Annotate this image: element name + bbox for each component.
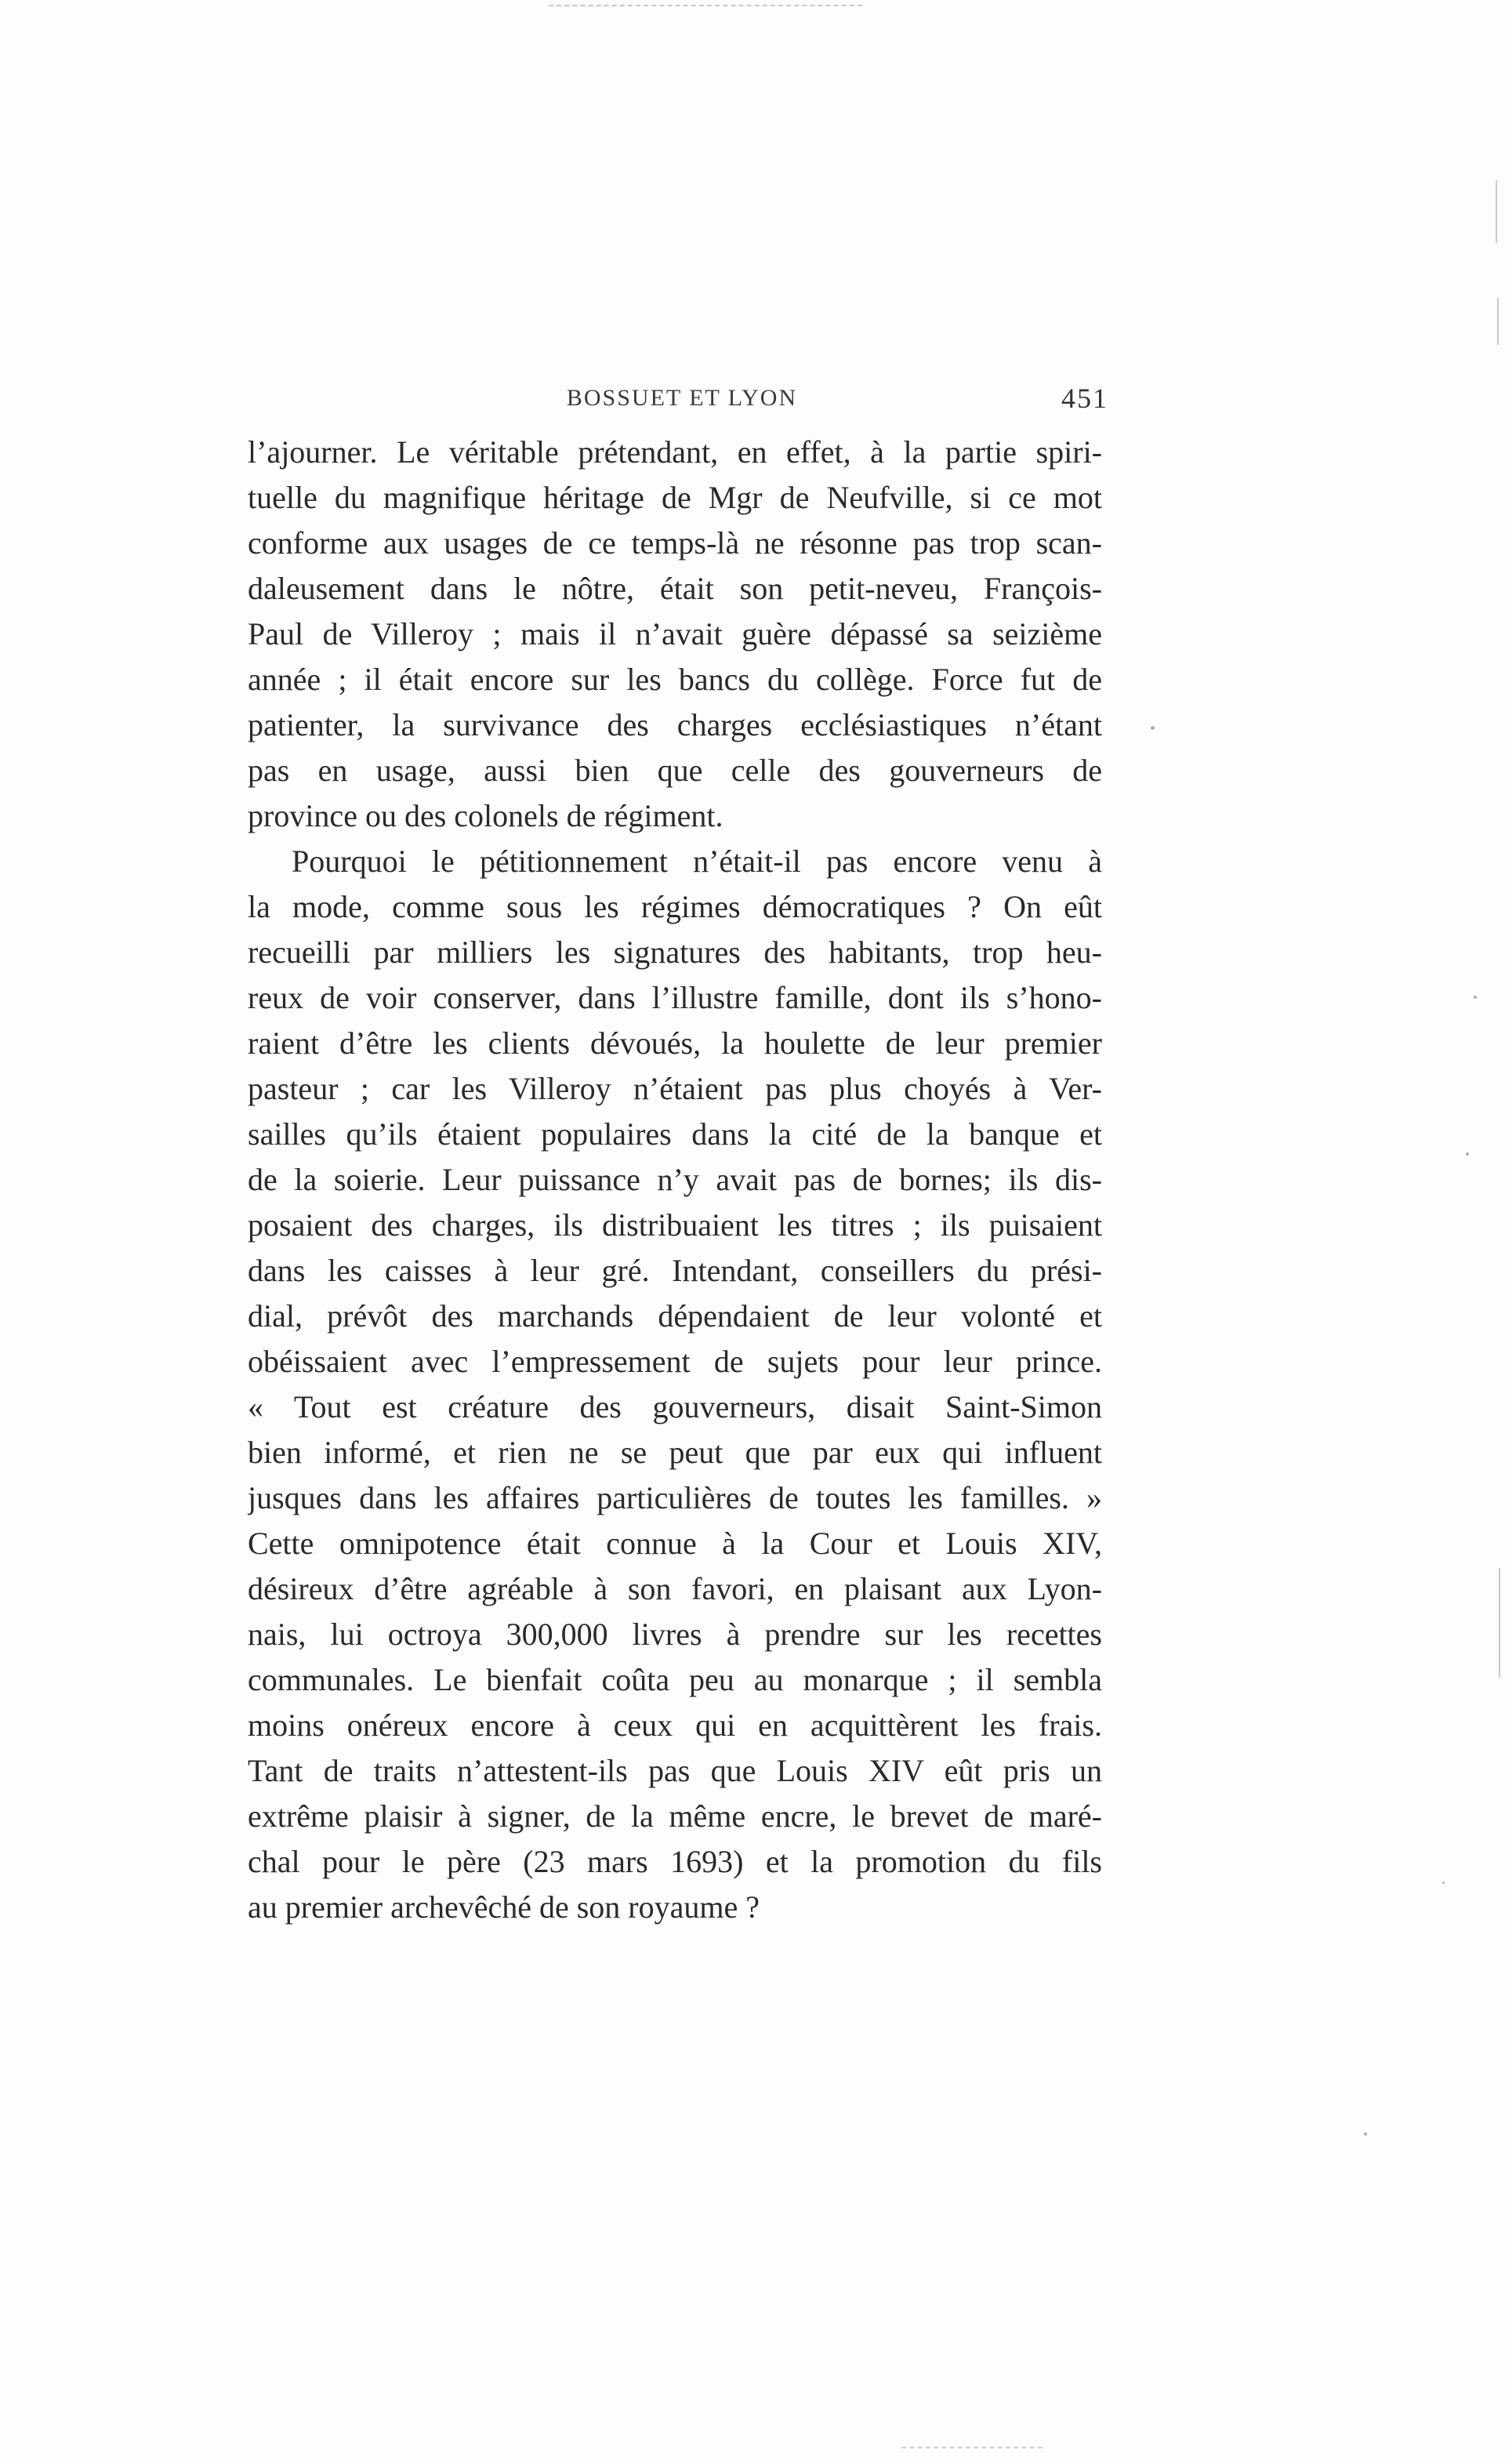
text-line: la mode, comme sous les régimes démocratiques ? On eût <box>248 889 1102 924</box>
text-line: Tant de traits n’attestent-ils pas que Louis XIV eût pris un <box>248 1753 1102 1788</box>
paragraph-start-line: Pourquoi le pétitionnement n’était-il pas encore venu à <box>292 844 1102 879</box>
text-line: année ; il était encore sur les bancs du collège. Force fut de <box>248 662 1102 697</box>
text-line: raient d’être les clients dévoués, la houlette de leur premier <box>248 1025 1102 1061</box>
text-line: sailles qu’ils étaient populaires dans la cité de la banque et <box>248 1116 1102 1152</box>
text-line: posaient des charges, ils distribuaient les titres ; ils puisaient <box>248 1207 1102 1243</box>
text-line: moins onéreux encore à ceux qui en acquittèrent les frais. <box>248 1707 1102 1743</box>
text-line: province ou des colonels de régiment. <box>248 798 723 833</box>
text-line: au premier archevêché de son royaume ? <box>248 1889 760 1925</box>
scan-speck <box>1442 1882 1445 1884</box>
text-line: dans les caisses à leur gré. Intendant, conseillers du prési- <box>248 1253 1102 1288</box>
running-title: BOSSUET ET LYON <box>566 385 798 411</box>
text-line: recueilli par milliers les signatures des habitants, trop heu- <box>248 934 1102 970</box>
text-line: jusques dans les affaires particulières de toutes les familles. » <box>248 1480 1102 1515</box>
text-line: tuelle du magnifique héritage de Mgr de Neufville, si ce mot <box>248 480 1102 515</box>
text-line: désireux d’être agréable à son favori, en plaisant aux Lyon- <box>248 1571 1102 1606</box>
text-line: Paul de Villeroy ; mais il n’avait guère dépassé sa seizième <box>248 616 1102 651</box>
body-text <box>248 430 1102 1930</box>
running-head <box>256 375 1108 422</box>
scan-speck <box>1474 996 1477 999</box>
text-line: pasteur ; car les Villeroy n’étaient pas plus choyés à Ver- <box>248 1071 1102 1106</box>
text-line: conforme aux usages de ce temps-là ne résonne pas trop scan- <box>248 525 1102 561</box>
text-line: nais, lui octroya 300,000 livres à prendre sur les recettes <box>248 1617 1102 1652</box>
text-line: patienter, la survivance des charges ecclésiastiques n’étant <box>248 707 1102 742</box>
text-line: bien informé, et rien ne se peut que par eux qui influent <box>248 1435 1102 1470</box>
scan-speck <box>1151 726 1155 730</box>
text-line: extrême plaisir à signer, de la même encre, le brevet de maré- <box>248 1798 1102 1834</box>
scan-speck <box>1364 2132 1367 2136</box>
text-line: « Tout est créature des gouverneurs, disait Saint-Simon <box>248 1389 1102 1424</box>
scan-margin-mark <box>1497 298 1499 345</box>
text-line: dial, prévôt des marchands dépendaient de leur volonté et <box>248 1298 1102 1334</box>
text-line: pas en usage, aussi bien que celle des gouverneurs de <box>248 753 1102 788</box>
scan-speck <box>1466 1152 1469 1156</box>
text-line: chal pour le père (23 mars 1693) et la promotion du fils <box>248 1844 1102 1879</box>
bottom-edge-rule <box>901 2447 1043 2448</box>
scan-margin-mark <box>1499 1568 1500 1678</box>
text-line: obéissaient avec l’empressement de sujets pour leur prince. <box>248 1344 1102 1379</box>
text-line: communales. Le bienfait coûta peu au monarque ; il sembla <box>248 1662 1102 1697</box>
text-line: de la soierie. Leur puissance n’y avait pas de bornes; ils dis- <box>248 1162 1102 1197</box>
top-edge-rule <box>549 5 862 6</box>
text-line: l’ajourner. Le véritable prétendant, en effet, à la partie spiri- <box>248 434 1102 470</box>
text-line: Cette omnipotence était connue à la Cour et Louis XIV, <box>248 1526 1102 1561</box>
text-line: daleusement dans le nôtre, était son petit-neveu, François- <box>248 571 1102 606</box>
page-number: 451 <box>1061 383 1108 414</box>
text-line: reux de voir conserver, dans l’illustre famille, dont ils s’hono- <box>248 980 1102 1015</box>
scan-margin-mark <box>1496 180 1497 243</box>
